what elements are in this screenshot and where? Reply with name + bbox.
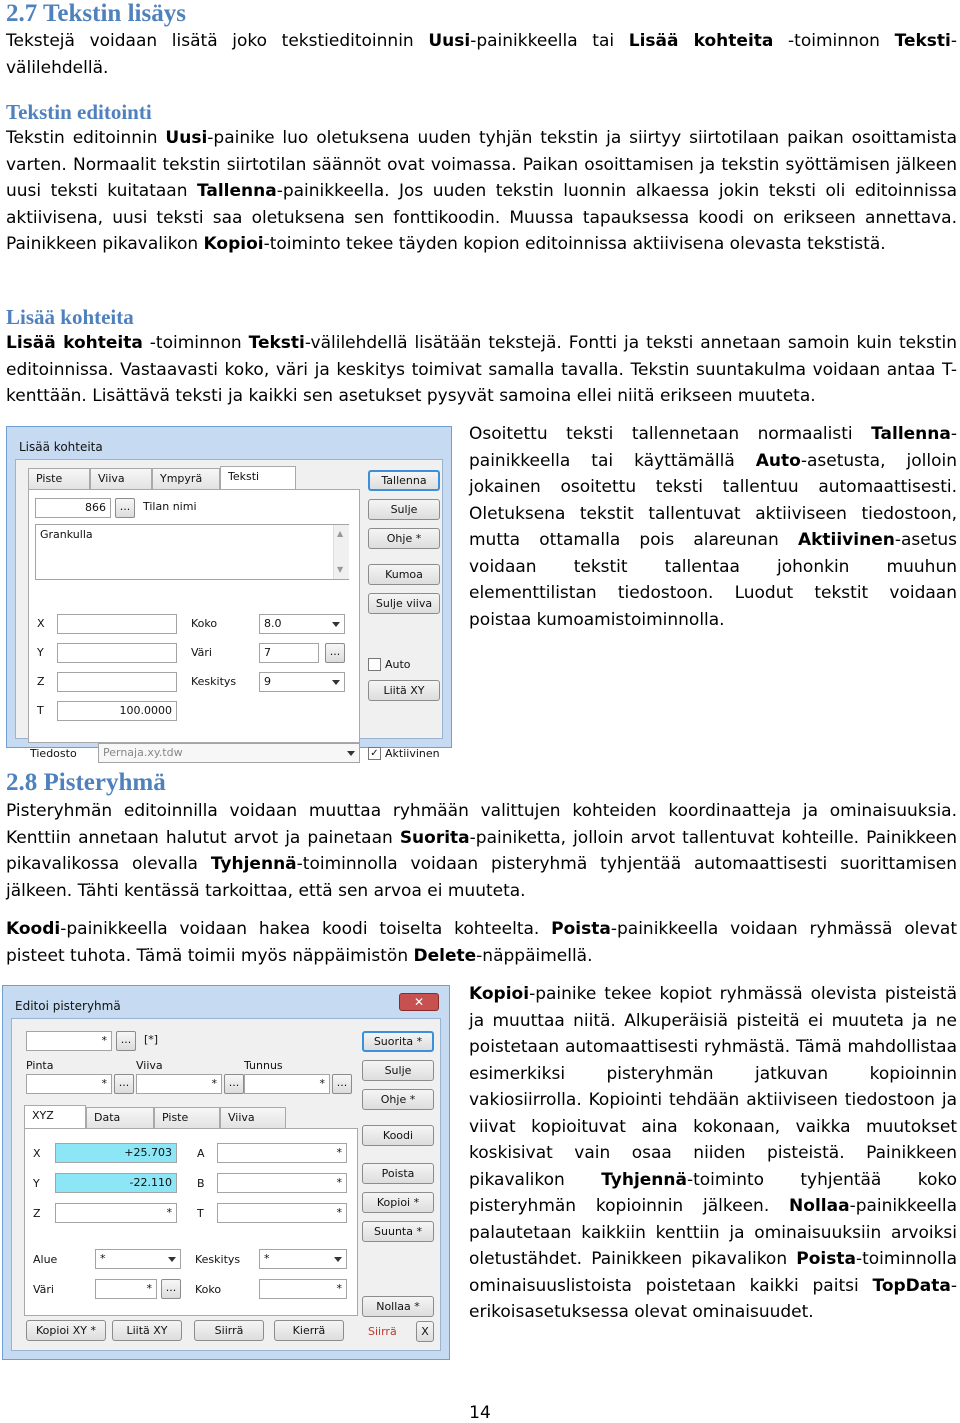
suorita-button[interactable]: Suorita *: [362, 1031, 434, 1052]
text-input-area[interactable]: Grankulla: [35, 524, 349, 580]
kierra-button[interactable]: Kierrä: [274, 1320, 344, 1341]
tunnus-field[interactable]: *: [244, 1074, 330, 1094]
liita-xy-button[interactable]: Liitä XY: [368, 680, 440, 701]
alue-label: Alue: [33, 1253, 58, 1266]
tab-piste[interactable]: Piste: [154, 1107, 220, 1128]
dialog-titlebar: [7, 427, 451, 457]
y-label: Y: [37, 646, 44, 659]
dialog2-title: Editoi pisteryhmä: [15, 999, 121, 1013]
tab-xyz[interactable]: XYZ: [24, 1105, 86, 1128]
tab-viiva[interactable]: Viiva: [90, 468, 152, 489]
poista-button[interactable]: Poista: [362, 1163, 434, 1184]
aktiivinen-checkbox[interactable]: ✓: [368, 747, 381, 760]
keskitys-dropdown[interactable]: 9: [259, 672, 345, 692]
tallenna-button[interactable]: Tallenna: [368, 470, 440, 491]
liita-xy-button[interactable]: Liitä XY: [112, 1320, 182, 1341]
tab-ympyra[interactable]: Ympyrä: [152, 468, 220, 489]
a-label: A: [197, 1147, 205, 1160]
viiva-field[interactable]: *: [136, 1074, 222, 1094]
tab-data[interactable]: Data: [86, 1107, 154, 1128]
tallennus-side-paragraph: Osoitettu teksti tallennetaan normaalisti Tallenna-painikkeella tai käyttämällä Auto-asetusta, jolloin jokainen osoitettu teksti tallentuu automaattisesti. Oletuksena tekstit tallentuvat aktiiviseen tiedostoon, mutta ottamalla pois alareunan Aktiivinen-asetus voidaan tekstit tallentaa johonkin muuhun elementtilistan tiedostoon. Luodut tekstit voidaan poistaa kumoamistoiminnolla.: [469, 424, 957, 630]
tab-piste[interactable]: Piste: [28, 468, 90, 489]
t-label: T: [197, 1207, 204, 1220]
pinta-label: Pinta: [26, 1059, 54, 1072]
ohje-button[interactable]: Ohje *: [362, 1089, 434, 1110]
pisteryhma-paragraph-1: Pisteryhmän editoinnilla voidaan muuttaa ryhmään valittujen kohteiden koordinaatteja ja ominaisuuksia. Kenttiin annetaan halutut arvot ja painetaan Suorita-painiketta, jolloin arvot tallentuvat kohteille. Painikkeen pikavalikossa olevalla Tyhjennä-toiminnolla voidaan pisteryhmä tyhjentää automaattisesti suorittamisen jälkeen. Tähti kentässä tarkoittaa, että sen arvoa ei muuteta.: [6, 801, 957, 901]
text-scrollbar[interactable]: ▲ ▼: [333, 525, 349, 579]
dialog2-client-area: [11, 1018, 441, 1351]
siirra-status-label: Siirrä: [368, 1325, 397, 1338]
koko-field[interactable]: *: [259, 1279, 347, 1299]
page-number: 14: [469, 1403, 491, 1423]
sulje-button[interactable]: Sulje: [368, 499, 440, 520]
tab-viiva[interactable]: Viiva: [220, 1107, 286, 1128]
kumoa-button[interactable]: Kumoa: [368, 564, 440, 585]
t-field[interactable]: *: [217, 1203, 347, 1223]
koko-label: Koko: [195, 1283, 222, 1296]
vari-field[interactable]: *: [95, 1279, 157, 1299]
lisaa-kohteita-paragraph: Lisää kohteita -toiminnon Teksti-välilehdellä lisätään tekstejä. Fontti ja teksti annetaan samoin kuin tekstin editoinnissa. Vastaavasti koko, väri ja keskitys toimivat samalla tavalla. Tekstin suuntakulma voidaan antaa T-kenttään. Lisättävä teksti ja kaikki sen asetukset pysyvät samoina ellei niitä erikseen muuteta.: [6, 333, 957, 406]
t-field[interactable]: 100.0000: [57, 701, 177, 721]
code-browse-button[interactable]: ...: [115, 498, 135, 518]
suunta-button[interactable]: Suunta *: [362, 1221, 434, 1242]
dialog2-titlebar: [3, 986, 449, 1016]
z-label: Z: [33, 1207, 41, 1220]
subheading-lisaa-kohteita: Lisää kohteita: [6, 305, 134, 329]
code-browse-button[interactable]: ...: [116, 1031, 136, 1051]
sulje-viiva-button[interactable]: Sulje viiva: [368, 593, 440, 614]
z-field[interactable]: [57, 672, 177, 692]
siirra-button[interactable]: Siirrä: [194, 1320, 264, 1341]
keskitys-label: Keskitys: [191, 675, 237, 688]
dialog-client-area: [15, 459, 443, 760]
x-field[interactable]: +25.703: [55, 1143, 177, 1163]
keskitys-label: Keskitys: [195, 1253, 241, 1266]
vari-field[interactable]: 7: [259, 643, 319, 663]
auto-label: Auto: [385, 658, 411, 671]
z-field[interactable]: *: [55, 1203, 177, 1223]
code-field[interactable]: 866: [35, 498, 111, 518]
auto-checkbox[interactable]: [368, 658, 381, 671]
kopioi-button[interactable]: Kopioi *: [362, 1192, 434, 1213]
tiedosto-label: Tiedosto: [30, 747, 77, 760]
section-heading-2-7: 2.7 Tekstin lisäys: [6, 0, 186, 27]
t-label: T: [37, 704, 44, 717]
b-field[interactable]: *: [217, 1173, 347, 1193]
dialog-title: Lisää kohteita: [19, 440, 103, 454]
teksti-tab-panel: [28, 489, 360, 743]
x-label: X: [37, 617, 45, 630]
vari-browse-button[interactable]: ...: [325, 643, 345, 663]
tunnus-label: Tunnus: [244, 1059, 283, 1072]
vari-browse-button[interactable]: ...: [161, 1279, 181, 1299]
viiva-label: Viiva: [136, 1059, 163, 1072]
close-icon[interactable]: ✕: [399, 993, 439, 1011]
tunnus-browse-button[interactable]: ...: [332, 1074, 352, 1094]
z-label: Z: [37, 675, 45, 688]
a-field[interactable]: *: [217, 1143, 347, 1163]
editoi-pisteryhma-dialog: [2, 985, 450, 1360]
pisteryhma-paragraph-2: Koodi-painikkeella voidaan hakea koodi toiselta kohteelta. Poista-painikkeella voidaan ryhmässä olevat pisteet tuhota. Tämä toimii myös näppäimistön Delete-näppäimellä.: [6, 919, 957, 966]
pinta-field[interactable]: *: [26, 1074, 112, 1094]
viiva-browse-button[interactable]: ...: [224, 1074, 244, 1094]
koko-label: Koko: [191, 617, 218, 630]
tab-teksti[interactable]: Teksti: [220, 466, 296, 489]
koodi-button[interactable]: Koodi: [362, 1125, 434, 1146]
x-button[interactable]: X: [416, 1321, 434, 1342]
ohje-button[interactable]: Ohje *: [368, 528, 440, 549]
lisaa-kohteita-dialog: [6, 426, 452, 760]
koko-dropdown[interactable]: 8.0: [259, 614, 345, 634]
tiedosto-dropdown[interactable]: Pernaja.xy.tdw: [98, 743, 360, 763]
y-field[interactable]: [57, 643, 177, 663]
tekstin-editointi-paragraph: Tekstin editoinnin Uusi-painike luo oletuksena uuden tyhjän tekstin ja siirtyy siirtotilaan paikan osoittamista varten. Normaalit tekstin siirtotilan säännöt ovat voimassa. Paikan osoittamisen ja tekstin syöttämisen jälkeen uusi teksti kuitataan Tallenna-painikkeella. Jos uuden tekstin luonnin alkaessa jokin teksti oli editoinnissa aktiivisena, uusi teksti saa oletuksena sen fonttikoodin. Muussa tapauksessa koodi on erikseen annettava. Painikkeen pikavalikon Kopioi-toiminto tekee täyden kopion editoinnissa aktiivisena olevasta tekstistä.: [6, 128, 958, 254]
nollaa-button[interactable]: Nollaa *: [362, 1296, 434, 1317]
vari-label: Väri: [33, 1283, 54, 1296]
alue-dropdown[interactable]: *: [95, 1249, 181, 1269]
subheading-tekstin-editointi: Tekstin editointi: [6, 100, 152, 124]
xyz-tab-panel: [24, 1128, 358, 1316]
x-label: X: [33, 1147, 41, 1160]
keskitys-dropdown[interactable]: *: [259, 1249, 347, 1269]
y-field[interactable]: -22.110: [55, 1173, 177, 1193]
vari-label: Väri: [191, 646, 212, 659]
pinta-browse-button[interactable]: ...: [114, 1074, 134, 1094]
sulje-button[interactable]: Sulje: [362, 1060, 434, 1081]
kopioi-side-paragraph: Kopioi-painike tekee kopiot ryhmässä olevista pisteistä ja muuttaa niitä. Alkuperäisiä pisteitä ei muuteta ja ne poistetaan automaattisesti ryhmästä. Tämä mahdollistaa esimerkiksi pisteryhmän jatkuvan kopioinnin vakiosiirrolla. Kopiointi tehdään aktiiviseen tiedostoon ja viivat kopioituvat aina kokonaan, vaikka muutokset koskisivat vain osaa niiden pisteistä. Painikkeen pikavalikon Tyhjennä-toiminto tyhjentää koko pisteryhmän kopioinnin jälkeen. Nollaa-painikkeella palautetaan kaikkiin kenttiin ja ominaisuuksiin arvoiksi oletustähdet. Painikkeen pikavalikon Poista-toiminnolla ominaisuuslistoista poistetaan kaikki paitsi TopData-erikoisasetuksessa olevat ominaisuudet.: [469, 984, 957, 1322]
y-label: Y: [33, 1177, 40, 1190]
aktiivinen-label: Aktiivinen: [385, 747, 440, 760]
intro-paragraph: Tekstejä voidaan lisätä joko tekstieditoinnin Uusi-painikkeella tai Lisää kohteita -toiminnon Teksti-välilehdellä.: [6, 31, 957, 78]
b-label: B: [197, 1177, 205, 1190]
kopioi-xy-button[interactable]: Kopioi XY *: [26, 1320, 106, 1341]
x-field[interactable]: [57, 614, 177, 634]
section-heading-2-8: 2.8 Pisteryhmä: [6, 769, 166, 796]
code-name-label: Tilan nimi: [139, 498, 349, 518]
code-text: [*]: [144, 1033, 159, 1046]
code-field[interactable]: *: [26, 1031, 112, 1051]
